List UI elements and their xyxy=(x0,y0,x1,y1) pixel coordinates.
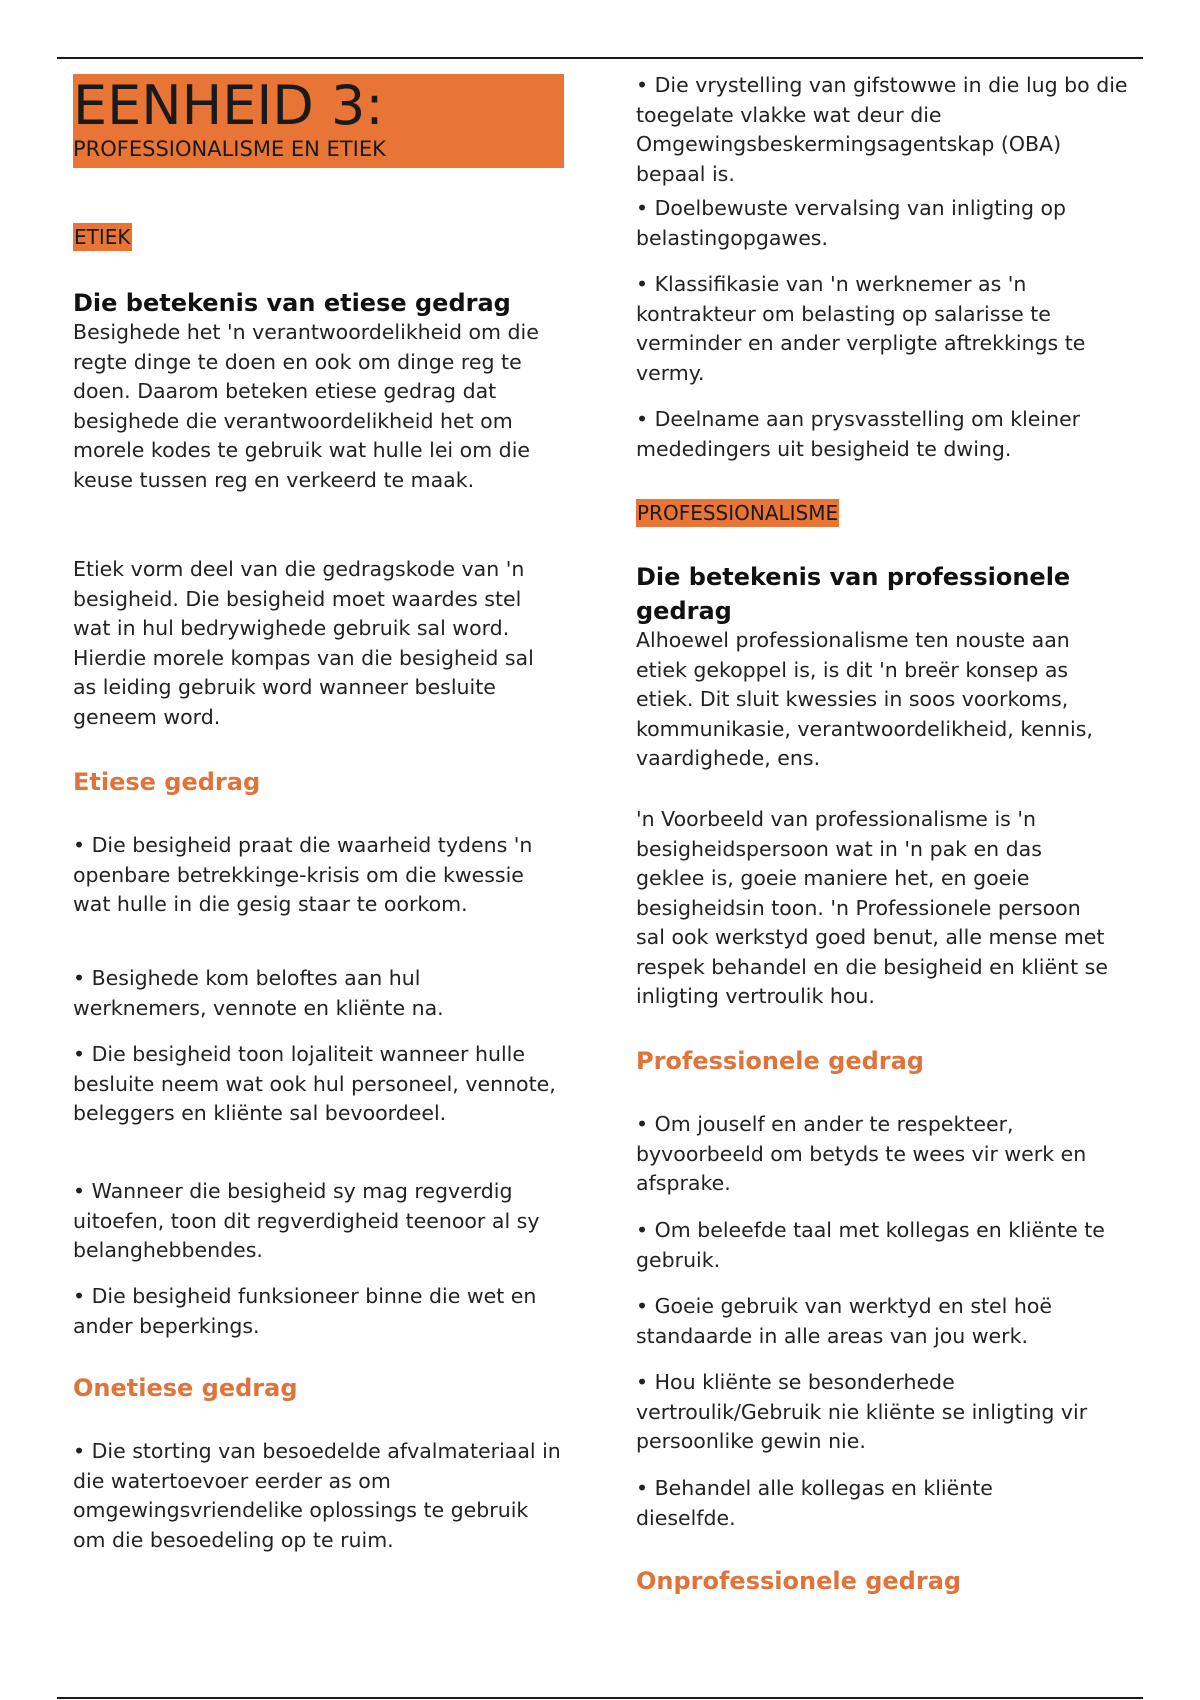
ethical-behaviour-heading: Etiese gedrag xyxy=(73,768,261,796)
professional-bullet-5: • Behandel alle kollegas en kliënte dieselfde. xyxy=(636,1476,993,1530)
ethical-bullet-5: • Die besigheid funksioneer binne die wet en ander beperkings. xyxy=(73,1284,537,1338)
unethical-bullet-2: • Die vrystelling van gifstowwe in die lug bo die toegelate vlakke wat deur die Omgewingsbeskermingsagentskap (OBA) bepaal is. xyxy=(636,73,1128,186)
unethical-bullet-5: • Deelname aan prysvasstelling om kleiner mededingers uit besigheid te dwing. xyxy=(636,407,1081,461)
professional-behaviour-heading: Professionele gedrag xyxy=(636,1047,924,1075)
professional-meaning-paragraph-2: 'n Voorbeeld van professionalisme is 'n besigheidspersoon wat in 'n pak en das geklee is, goeie maniere het, en goeie besigheidsin toon. 'n Professionele persoon sal ook werkstyd goed benut, alle mense met respek behandel en die besigheid en kliënt se inligting vertroulik hou. xyxy=(636,807,1108,1008)
professional-bullet-4: • Hou kliënte se besonderhede vertroulik/Gebruik nie kliënte se inligting vir persoonlike gewin nie. xyxy=(636,1370,1088,1453)
professional-meaning-heading: Die betekenis van professionele gedrag xyxy=(636,563,1071,625)
ethical-bullet-1: • Die besigheid praat die waarheid tydens 'n openbare betrekkinge-krisis om die kwessie wat hulle in die gesig staar te oorkom. xyxy=(73,833,533,916)
professional-bullet-2: • Om beleefde taal met kollegas en kliënte te gebruik. xyxy=(636,1218,1105,1272)
professional-bullet-3: • Goeie gebruik van werktyd en stel hoë standaarde in alle areas van jou werk. xyxy=(636,1294,1053,1348)
bottom-rule xyxy=(57,1697,1143,1699)
ethical-bullet-2: • Besighede kom beloftes aan hul werknemers, vennote en kliënte na. xyxy=(73,966,444,1020)
unethical-bullet-3: • Doelbewuste vervalsing van inligting op belastingopgawes. xyxy=(636,196,1067,250)
professional-bullet-1: • Om jouself en ander te respekteer, byvoorbeeld om betyds te wees vir werk en afsprake. xyxy=(636,1112,1087,1195)
section-tag-etiek: ETIEK xyxy=(74,225,131,249)
ethics-meaning-paragraph-1: Besighede het 'n verantwoordelikheid om die regte dinge te doen en ook om dinge reg te doen. Daarom beteken etiese gedrag dat besighede die verantwoordelikheid het om morele kodes te gebruik wat hulle lei om die keuse tussen reg en verkeerd te maak. xyxy=(73,320,539,492)
unit-subtitle: PROFESSIONALISME EN ETIEK xyxy=(73,137,386,161)
unit-title-banner xyxy=(73,74,564,168)
section-tag-professionalisme: PROFESSIONALISME xyxy=(637,501,839,525)
unprofessional-behaviour-heading: Onprofessionele gedrag xyxy=(636,1567,962,1595)
ethics-meaning-paragraph-2: Etiek vorm deel van die gedragskode van 'n besigheid. Die besigheid moet waardes stel wat in hul bedrywighede gebruik sal word. Hierdie morele kompas van die besigheid sal as leiding gebruik word wanneer besluite geneem word. xyxy=(73,557,534,729)
ethics-meaning-heading: Die betekenis van etiese gedrag xyxy=(73,289,511,317)
unit-title: EENHEID 3: xyxy=(73,74,384,137)
unethical-bullet-1: • Die storting van besoedelde afvalmateriaal in die watertoevoer eerder as om omgewingsvriendelike oplossings te gebruik om die besoedeling op te ruim. xyxy=(73,1439,561,1552)
ethical-bullet-4: • Wanneer die besigheid sy mag regverdig uitoefen, toon dit regverdigheid teenoor al sy belanghebbendes. xyxy=(73,1179,540,1262)
top-rule xyxy=(57,57,1143,59)
unethical-bullet-4: • Klassifikasie van 'n werknemer as 'n kontrakteur om belasting op salarisse te verminder en ander verpligte aftrekkings te vermy. xyxy=(636,272,1086,385)
unethical-behaviour-heading: Onetiese gedrag xyxy=(73,1374,298,1402)
professional-meaning-paragraph-1: Alhoewel professionalisme ten nouste aan etiek gekoppel is, is dit 'n breër konsep as etiek. Dit sluit kwessies in soos voorkoms, kommunikasie, verantwoordelikheid, kennis, vaardighede, ens. xyxy=(636,628,1093,770)
ethical-bullet-3: • Die besigheid toon lojaliteit wanneer hulle besluite neem wat ook hul personeel, vennote, beleggers en kliënte sal bevoordeel. xyxy=(73,1042,556,1125)
